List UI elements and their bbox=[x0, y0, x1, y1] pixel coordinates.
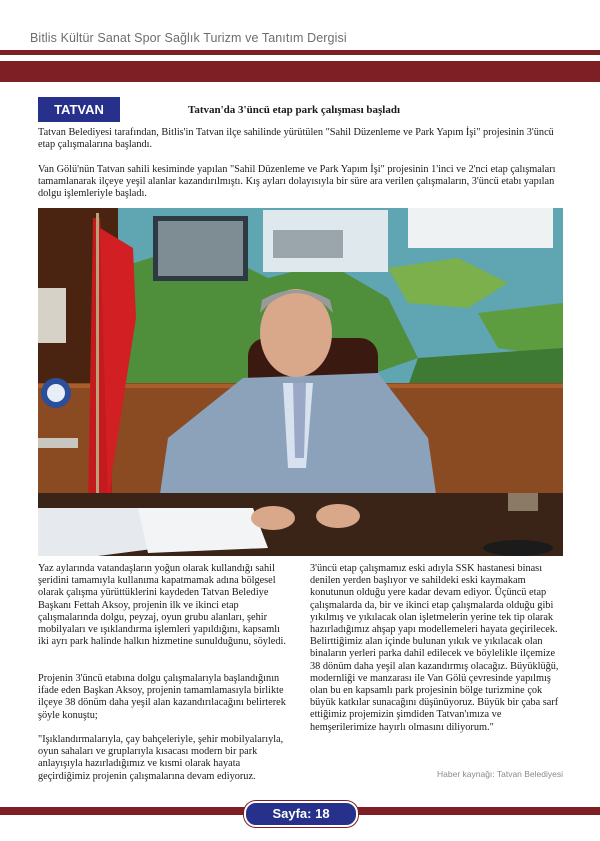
body-paragraph: "Işıklandırmalarıyla, çay bahçeleriyle, şehir mobilyalarıyla, oyun sahaları ve gruplarıyla kısacası modern bir park anlayışıyla hazırladığımız ve kısmi olarak hayata geçirdiğimiz projenin çalışmalarına devam ediyoruz. bbox=[38, 734, 284, 782]
body-paragraph: Projenin 3'üncü etabına dolgu çalışmalarıyla başlandığının ifade eden Başkan Aksoy, projenin tamamlamasıyla birlikte ilçeye 38 dönüm daha yeşil alan kazandırılacağını belirterek şöyle konuştu; bbox=[38, 673, 286, 721]
intro-paragraph: Van Gölü'nün Tatvan sahili kesiminde yapılan "Sahil Düzenleme ve Park Yapım İşi" projesinin 1'inci ve 2'nci etap çalışmaları tamamlanarak ilçeye yeşil alanlar kazandırılmıştı. Kış ayları dolayısıyla bir süre ara verilen çalışmaların, 3'üncü etabı yapılan dolgu işlemleriyle başladı. bbox=[38, 164, 556, 200]
intro-paragraph: Tatvan Belediyesi tarafından, Bitlis'in Tatvan ilçe sahilinde yürütülen "Sahil Düzenleme ve Park Yapım İşi" projesinin 3'üncü etap çalışmalarına başlandı. bbox=[38, 127, 554, 151]
header-band-thin bbox=[0, 50, 600, 55]
body-paragraph: Yaz aylarında vatandaşların yoğun olarak kullandığı sahil şeridini tamamıyla kullanıma kapatmamak adına bölgesel olarak çalışma yürüttüklerini kaydeden Tatvan Belediye Başkanı Fettah Aksoy, projenin ilk ve ikinci etap çalışmalarında dolgu, peyzaj, oyun grubu alanları, şehir mobilyaları ve ışıklandırma işlemleri yapıldığını, kapsamlı iki ayrı park halinde halkın hizmetine sunulduğunu, söyledi. bbox=[38, 563, 286, 648]
body-paragraph: 3'üncü etap çalışmamız eski adıyla SSK hastanesi binası denilen yerden başlıyor ve sahildeki eski kaymakam konutunun olduğu yere kadar devam ediyor. Üçüncü etap çalışmalarda da, bir ve ikinci etap çalışmalarda olduğu gibi yıkılmış ve yıkılacak olan işletmelerin yerine tek tip olarak hazırladığımız ahşap yapı modellemeleri hayata geçirilecek. Belirttiğimiz alan içinde bulunan yıkık ve yıkılacak olan binaların yerleri parka dahil edilecek ve böylelikle ilçemize 38 dönüm daha yeşil alan kazandırmış olacağız. Büyüklüğü, modernliği ve manzarası ile Van Gölü çevresinde yapılmış olan bu en kapsamlı park projesinin bölge turizmine çok büyük katkılar sunacağını düşünüyoruz. Büyük bir çaba sarf ettiğimiz projemizin şimdiden Tatvan'ımıza ve hemşerilerimize hayırlı olmasını diliyorum." bbox=[310, 563, 559, 733]
magazine-title: Bitlis Kültür Sanat Spor Sağlık Turizm ve Tanıtım Dergisi bbox=[30, 31, 347, 45]
source-credit: Haber kaynağı: Tatvan Belediyesi bbox=[437, 769, 564, 779]
header-band-thick bbox=[0, 61, 600, 82]
article-photo bbox=[38, 208, 563, 556]
section-tag: TATVAN bbox=[38, 97, 120, 122]
page-number-badge: Sayfa: 18 bbox=[244, 801, 358, 827]
headline: Tatvan'da 3'üncü etap park çalışması başladı bbox=[188, 104, 401, 116]
